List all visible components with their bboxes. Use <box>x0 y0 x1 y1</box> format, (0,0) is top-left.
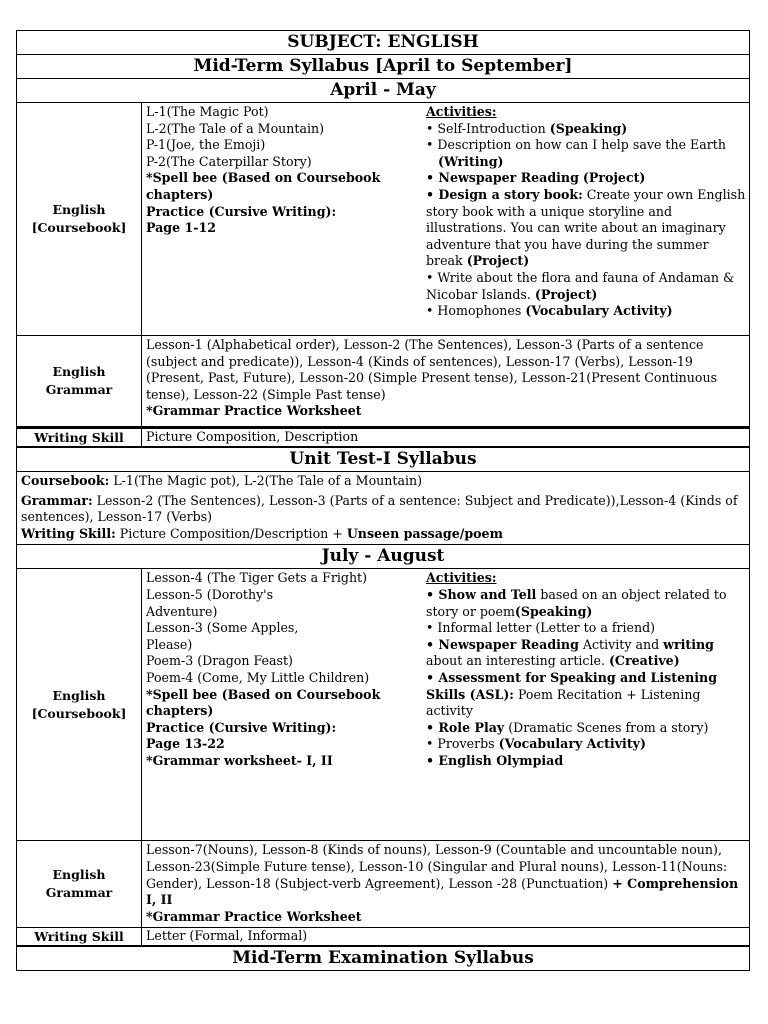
writing-content: Letter (Formal, Informal) <box>146 928 308 944</box>
lesson-item: Adventure) <box>146 603 218 619</box>
coursebook-label: English [Coursebook] <box>17 103 142 335</box>
unit-test-coursebook: Coursebook: L-1(The Magic pot), L-2(The Tale of a Mountain) <box>16 471 750 492</box>
april-may-writing-row <box>16 426 750 446</box>
activities-list <box>418 569 749 840</box>
lesson-list <box>142 103 418 335</box>
activity-item: • Self-Introduction (Speaking) <box>426 120 628 136</box>
july-august-coursebook-row <box>16 568 750 840</box>
lesson-item: Lesson-4 (The Tiger Gets a Fright) <box>146 570 368 586</box>
syllabus-document <box>16 30 750 971</box>
activities-label: Activities: <box>426 104 497 119</box>
lesson-item: Please) <box>146 636 193 652</box>
activity-item: • Role Play (Dramatic Scenes from a story) <box>426 719 709 735</box>
lesson-item: Poem-4 (Come, My Little Children) <box>146 669 370 685</box>
activity-item: • Newspaper Reading Activity and writing about an interesting article. (Creative) <box>426 636 714 669</box>
lesson-list <box>142 569 418 840</box>
july-august-heading: July - August <box>16 544 750 568</box>
lesson-item: Lesson-3 (Some Apples, <box>146 620 299 636</box>
grammar-content: Lesson-7(Nouns), Lesson-8 (Kinds of nouns), Lesson-9 (Countable and uncountable noun), Lesson-23(Simple Future tense), Lesson-10 (Singular and Plural nouns), Lesson-11(Nouns: Gender), Lesson-18 (Subject-verb Agreement), Lesson -28 (Punctuation) + Comprehension I, II *Grammar Practice Worksheet <box>146 842 739 924</box>
writing-label: Writing Skill <box>17 928 142 945</box>
midterm-syllabus-title: Mid-Term Syllabus [April to September] <box>16 54 750 78</box>
lesson-item: Lesson-5 (Dorothy's <box>146 586 274 602</box>
spell-bee: *Spell bee (Based on Coursebook chapters) <box>146 686 381 719</box>
april-may-heading: April - May <box>16 78 750 102</box>
activity-item: • Description on how can I help save the Earth (Writing) <box>426 137 726 169</box>
april-may-coursebook-row <box>16 102 750 335</box>
page-range: Page 13-22 <box>146 736 225 752</box>
activity-item: • English Olympiad <box>426 752 564 768</box>
lesson-item: L-2(The Tale of a Mountain) <box>146 120 325 136</box>
july-august-grammar-row <box>16 840 750 927</box>
activity-item: • Show and Tell based on an object related to story or poem(Speaking) <box>426 586 727 619</box>
unit-test-heading: Unit Test-I Syllabus <box>16 446 750 471</box>
unit-test-details: Grammar: Lesson-2 (The Sentences), Lesson-3 (Parts of a sentence: Subject and Predicate)),Lesson-4 (Kinds of sentences), Lesson-17 (Verbs) Writing Skill: Picture Composition/Description + Unseen passage/poem <box>16 492 750 545</box>
activity-item: • Design a story book: Create your own English story book with a unique storyline and illustrations. You can write about an imaginary adventure that you have during the summer break (Project) <box>426 186 746 269</box>
grammar-label: English Grammar <box>17 841 142 927</box>
page-range: Page 1-12 <box>146 220 217 236</box>
activity-item: • Informal letter (Letter to a friend) <box>426 620 656 636</box>
april-may-grammar-row <box>16 335 750 426</box>
lesson-item: P-2(The Caterpillar Story) <box>146 153 312 169</box>
activity-item: • Homophones (Vocabulary Activity) <box>426 303 673 319</box>
activity-item: • Assessment for Speaking and Listening Skills (ASL): Poem Recitation + Listening activity <box>426 669 718 719</box>
spell-bee: *Spell bee (Based on Coursebook chapters) <box>146 170 381 202</box>
july-august-writing-row <box>16 927 750 945</box>
activity-item: • Newspaper Reading (Project) <box>426 170 646 186</box>
subject-title: SUBJECT: ENGLISH <box>16 30 750 54</box>
lesson-item: P-1(Joe, the Emoji) <box>146 137 266 153</box>
grammar-content: Lesson-1 (Alphabetical order), Lesson-2 (The Sentences), Lesson-3 (Parts of a sentence (subject and predicate)), Lesson-4 (Kinds of sentences), Lesson-17 (Verbs), Lesson-19 (Present, Past, Future), Lesson-20 (Simple Present tense), Lesson-21(Present Continuous tense), Lesson-22 (Simple Past tense) *Grammar Practice Worksheet <box>146 337 718 419</box>
activity-item: • Write about the flora and fauna of Andaman & Nicobar Islands. (Project) <box>426 269 735 302</box>
writing-content: Picture Composition, Description <box>146 429 359 444</box>
grammar-worksheet: *Grammar Practice Worksheet <box>146 403 362 419</box>
activities-list <box>418 103 749 335</box>
activity-item: • Proverbs (Vocabulary Activity) <box>426 736 646 752</box>
grammar-label: English Grammar <box>17 336 142 426</box>
coursebook-label: English [Coursebook] <box>17 569 142 840</box>
midterm-exam-heading: Mid-Term Examination Syllabus <box>16 945 750 971</box>
practice-label: Practice (Cursive Writing): <box>146 203 337 219</box>
writing-label: Writing Skill <box>17 429 142 446</box>
activities-label: Activities: <box>426 570 497 586</box>
grammar-worksheet: *Grammar Practice Worksheet <box>146 908 362 924</box>
practice-label: Practice (Cursive Writing): <box>146 719 337 735</box>
lesson-item: Poem-3 (Dragon Feast) <box>146 653 293 669</box>
grammar-worksheet: *Grammar worksheet- I, II <box>146 752 333 768</box>
lesson-item: L-1(The Magic Pot) <box>146 104 269 119</box>
